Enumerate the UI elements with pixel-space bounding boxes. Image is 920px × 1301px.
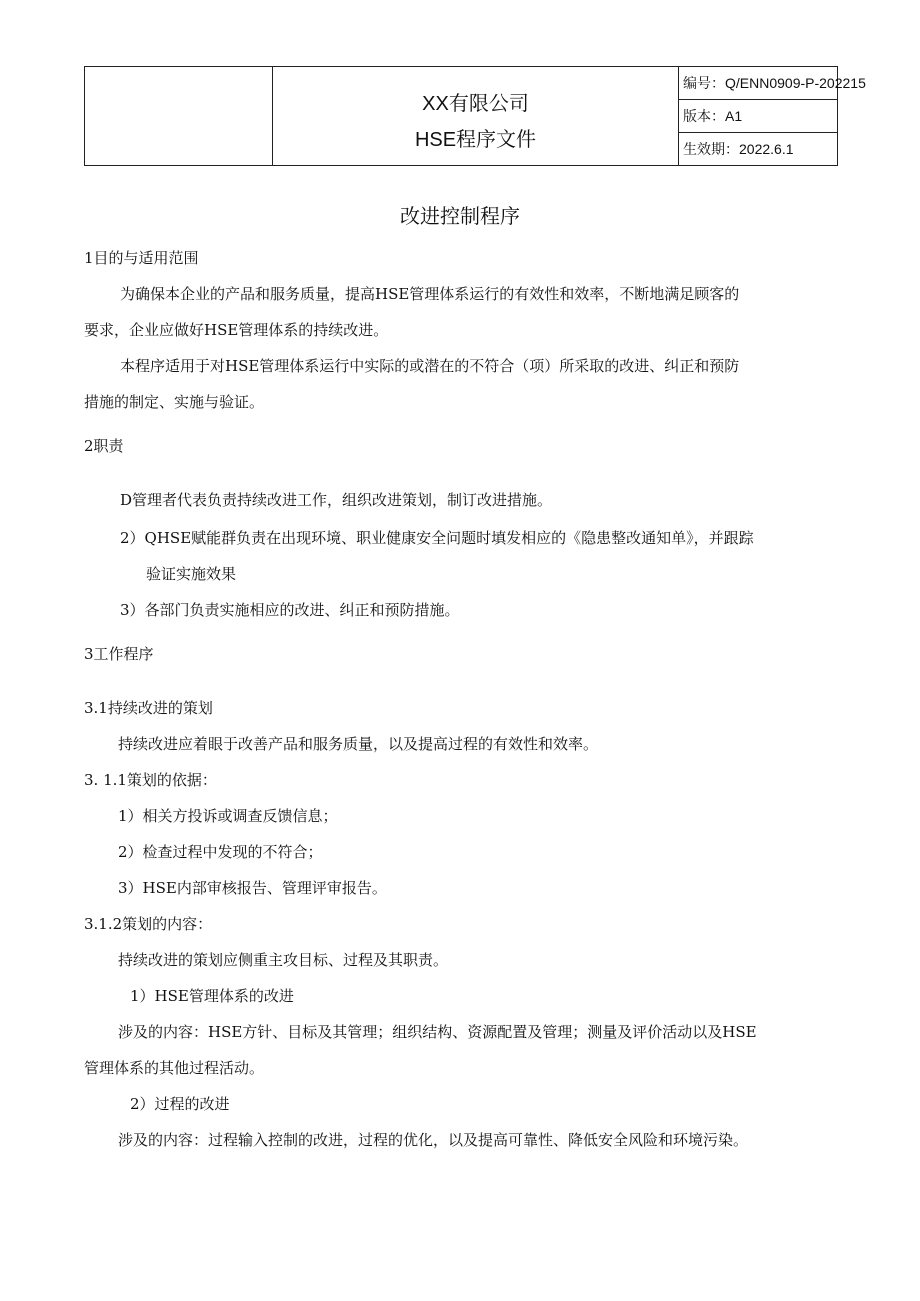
list-item: 3）HSE内部审核报告、管理评审报告。 — [118, 879, 387, 897]
meta-cell — [679, 67, 866, 165]
logo-cell — [85, 67, 273, 165]
list-item: 2）过程的改进 — [130, 1095, 230, 1113]
subsection-heading: 3.1.2策划的内容： — [84, 915, 213, 933]
section-heading: 2职责 — [84, 437, 124, 455]
doc-number: 编号：Q/ENN0909-P-202215 — [679, 67, 837, 100]
effective-date: 生效期：2022.6.1 — [683, 141, 794, 157]
section-heading: 3工作程序 — [84, 645, 154, 663]
document-title: 改进控制程序 — [400, 204, 520, 228]
list-item-continuation: 验证实施效果 — [146, 565, 237, 583]
list-item: 1）HSE管理体系的改进 — [130, 987, 294, 1005]
list-item: 3）各部门负责实施相应的改进、纠正和预防措施。 — [120, 601, 460, 619]
section-heading: 1目的与适用范围 — [84, 249, 199, 267]
document-header-table — [84, 66, 866, 166]
list-item: 2）QHSE赋能群负责在出现环境、职业健康安全问题时填发相应的《隐患整改通知单》，并跟踪 — [120, 529, 754, 547]
company-name: XX有限公司 — [422, 93, 529, 115]
paragraph-line: 持续改进的策划应侧重主攻目标、过程及其职责。 — [118, 951, 449, 969]
paragraph-line: 持续改进应着眼于改善产品和服务质量，以及提高过程的有效性和效率。 — [118, 735, 599, 753]
document-type: HSE程序文件 — [414, 129, 537, 151]
paragraph-line: 本程序适用于对HSE管理体系运行中实际的或潜在的不符合（项）所采取的改进、纠正和预防 — [120, 357, 740, 375]
list-item: 1）相关方投诉或调查反馈信息； — [118, 807, 338, 825]
list-item: D管理者代表负责持续改进工作，组织改进策划，制订改进措施。 — [120, 491, 553, 509]
title-cell — [273, 67, 679, 165]
paragraph-line: 涉及的内容：HSE方针、目标及其管理；组织结构、资源配置及管理；测量及评价活动以及HSE — [118, 1023, 757, 1041]
doc-version: 版本：A1 — [679, 100, 837, 133]
list-item: 2）检查过程中发现的不符合； — [118, 843, 323, 861]
subsection-heading: 3. 1.1策划的依据： — [84, 771, 217, 789]
paragraph-line: 要求，企业应做好HSE管理体系的持续改进。 — [84, 321, 389, 339]
paragraph-line: 措施的制定、实施与验证。 — [84, 393, 265, 411]
paragraph-line: 管理体系的其他过程活动。 — [84, 1059, 265, 1077]
subsection-heading: 3.1持续改进的策划 — [84, 699, 213, 717]
paragraph-line: 涉及的内容：过程输入控制的改进，过程的优化，以及提高可靠性、降低安全风险和环境污染。 — [118, 1131, 749, 1149]
paragraph-line: 为确保本企业的产品和服务质量，提高HSE管理体系运行的有效性和效率，不断地满足顾客的 — [120, 285, 740, 303]
